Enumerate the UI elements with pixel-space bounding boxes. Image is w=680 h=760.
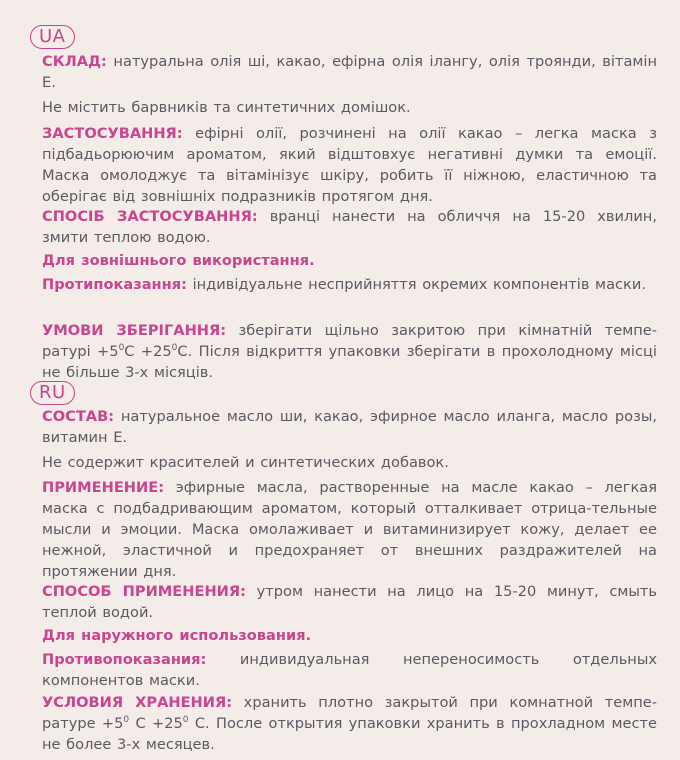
ua-composition-text: натуральна олія ші, какао, ефірна олія ілангу, олія троянди, вітамін Е.	[42, 53, 657, 91]
ua-usage-label: ЗАСТОСУВАННЯ:	[42, 125, 183, 142]
ru-storage-text-b: С +25	[129, 715, 183, 732]
ua-composition-label: СКЛАД:	[42, 53, 107, 70]
ua-contraindications	[42, 274, 657, 295]
ua-method-text: вранці нанести на обличчя на 15-20 хвилин, змити теплою водою.	[42, 208, 657, 246]
ua-contra-text: індивідуальне несприйняття окремих компонентів маски.	[186, 276, 646, 293]
ru-contraindications	[42, 649, 657, 691]
ru-method-text: утром нанести на лицо на 15-20 минут, смыть теплой водой.	[42, 583, 658, 621]
ua-contra-label: Протипоказання:	[42, 276, 187, 293]
lang-badge-ua: UA	[30, 25, 75, 49]
ua-external-use: Для зовнішнього використання.	[42, 252, 315, 269]
ru-no-dyes: Не содержит красителей и синтетических добавок.	[42, 454, 449, 471]
ru-method-label: СПОСОБ ПРИМЕНЕНИЯ:	[42, 583, 246, 600]
ua-method	[42, 206, 657, 248]
ru-storage-label: УСЛОВИЯ ХРАНЕНИЯ:	[42, 694, 233, 711]
ua-storage-text-b: С +25	[124, 343, 172, 360]
ru-composition-label: СОСТАВ:	[42, 408, 115, 425]
ua-storage-label: УМОВИ ЗБЕРІГАННЯ:	[42, 322, 227, 339]
ru-contra-text: индивидуальная непереносимость отдельных компонентов маски.	[42, 651, 657, 689]
ua-storage-degree-2: 0	[171, 343, 178, 353]
ua-usage	[42, 123, 657, 207]
lang-badge-ru: RU	[30, 381, 75, 405]
ru-method	[42, 581, 657, 623]
ru-composition-text: натуральное масло ши, какао, эфирное масло иланга, масло розы, витамин Е.	[42, 408, 657, 446]
ru-storage	[42, 692, 657, 755]
ru-usage-label: ПРИМЕНЕНИЕ:	[42, 479, 165, 496]
ru-storage-text-c: С. После открытия упаковки хранить в прохладном месте не более 3-х месяцев.	[42, 715, 657, 753]
ua-storage-text-c: С. Після відкриття упаковки зберігати в прохолодному місці не більше 3-х місяців.	[42, 343, 657, 381]
ru-storage-text-a: хранить плотно закрытой при комнатной темпе-ратуре +5	[42, 694, 657, 732]
ua-storage-degree-1: 0	[118, 343, 125, 353]
ua-storage-text-a: зберігати щільно закритою при кімнатній темпе-ратурі +5	[42, 322, 657, 360]
ru-composition	[42, 406, 657, 448]
ua-method-label: СПОСІБ ЗАСТОСУВАННЯ:	[42, 208, 258, 225]
ru-storage-degree-2: 0	[182, 715, 189, 725]
ua-no-dyes: Не містить барвників та синтетичних домішок.	[42, 99, 411, 116]
ua-usage-text: ефірні олії, розчинені на олії какао – легка маска з підбадьорюючим ароматом, який відштовхує негативні думки та емоції. Маска омолоджує та вітамінізує шкіру, робить її ніжною, еластичною та оберігає від зовнішніх подразників протягом дня.	[42, 125, 657, 205]
ua-storage	[42, 320, 657, 383]
ru-storage-degree-1: 0	[123, 715, 130, 725]
ru-contra-label: Противопоказания:	[42, 651, 207, 668]
ru-usage-text: эфирные масла, растворенные на масле какао – легкая маска с подбадривающим ароматом, который отталкивает отрица-тельные мысли и эмоции. Маска омолаживает и витаминизирует кожу, делает ее нежной, эластичной и предохраняет от внешних раздражителей на протяжении дня.	[42, 479, 657, 580]
ru-external-use: Для наружного использования.	[42, 627, 312, 644]
ru-usage	[42, 477, 657, 582]
ua-composition	[42, 51, 657, 93]
